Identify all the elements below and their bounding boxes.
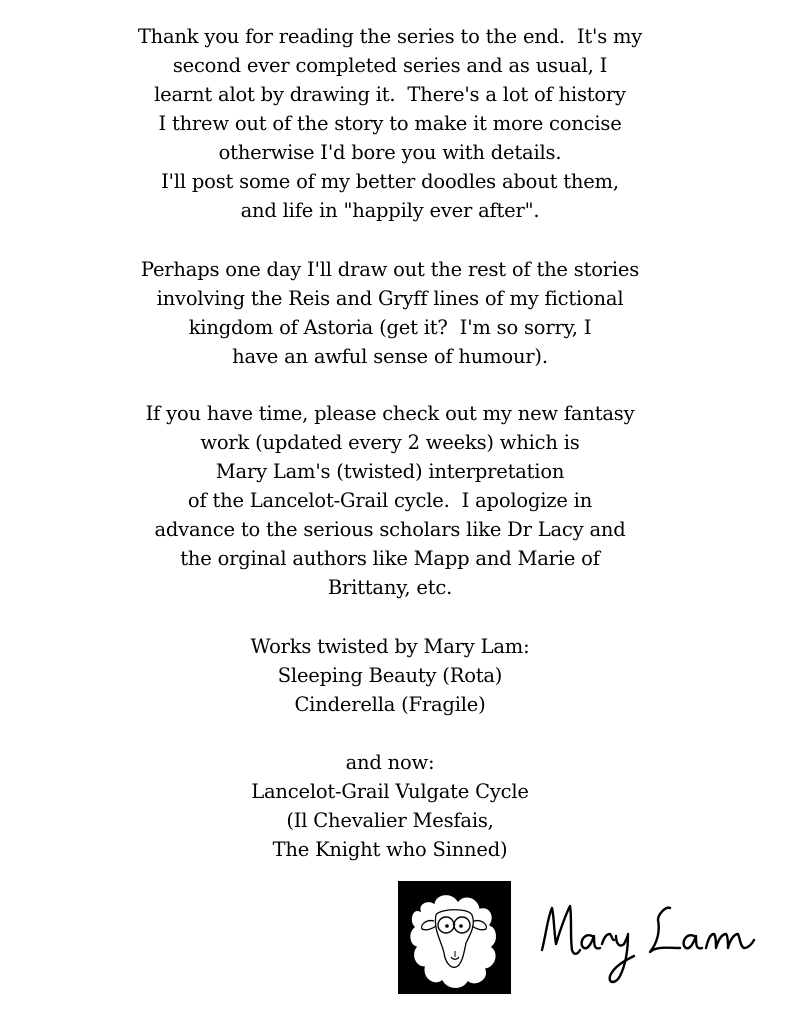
text-line: work (updated every 2 weeks) which is [200,431,580,454]
text-line: of the Lancelot-Grail cycle. I apologize in [187,489,593,512]
afterword-paragraph-future-stories [0,255,780,371]
text-line: Thank you for reading the series to the end. It's my [137,25,643,48]
current-work [0,748,780,864]
text-line: Brittany, etc. [327,576,453,599]
text-line: advance to the serious scholars like Dr Lacy and [154,518,626,541]
works-list-heading: Works twisted by Mary Lam: [250,635,530,658]
text-line: learnt alot by drawing it. There's a lot of history [154,83,626,106]
text-line: the orginal authors like Mapp and Marie of [180,547,600,570]
text-line: I'll post some of my better doodles about them, [161,170,619,193]
text-line: involving the Reis and Gryff lines of my fictional [156,287,624,310]
works-list [0,632,780,719]
sheep-avatar-icon [398,881,511,994]
works-list-item: Sleeping Beauty (Rota) [277,664,503,687]
text-line: kingdom of Astoria (get it? I'm so sorry, I [188,316,592,339]
current-work-title: Lancelot-Grail Vulgate Cycle [251,780,529,803]
text-line: Mary Lam's (twisted) interpretation [215,460,565,483]
current-work-subtitle: (Il Chevalier Mesfais, [286,809,494,832]
afterword-paragraph-new-work [0,399,780,602]
current-work-subtitle: The Knight who Sinned) [272,838,508,861]
works-list-item: Cinderella (Fragile) [294,693,486,716]
text-line: Perhaps one day I'll draw out the rest of the stories [140,258,640,281]
text-line: otherwise I'd bore you with details. [218,141,562,164]
text-line: I threw out of the story to make it more concise [158,112,622,135]
text-line: and life in "happily ever after". [240,199,540,222]
text-line: If you have time, please check out my new fantasy [145,402,635,425]
afterword-paragraph-thanks [0,22,780,225]
current-work-heading: and now: [345,751,435,774]
text-line: second ever completed series and as usual, I [172,54,608,77]
signature [530,886,765,991]
text-line: have an awful sense of humour). [232,345,548,368]
